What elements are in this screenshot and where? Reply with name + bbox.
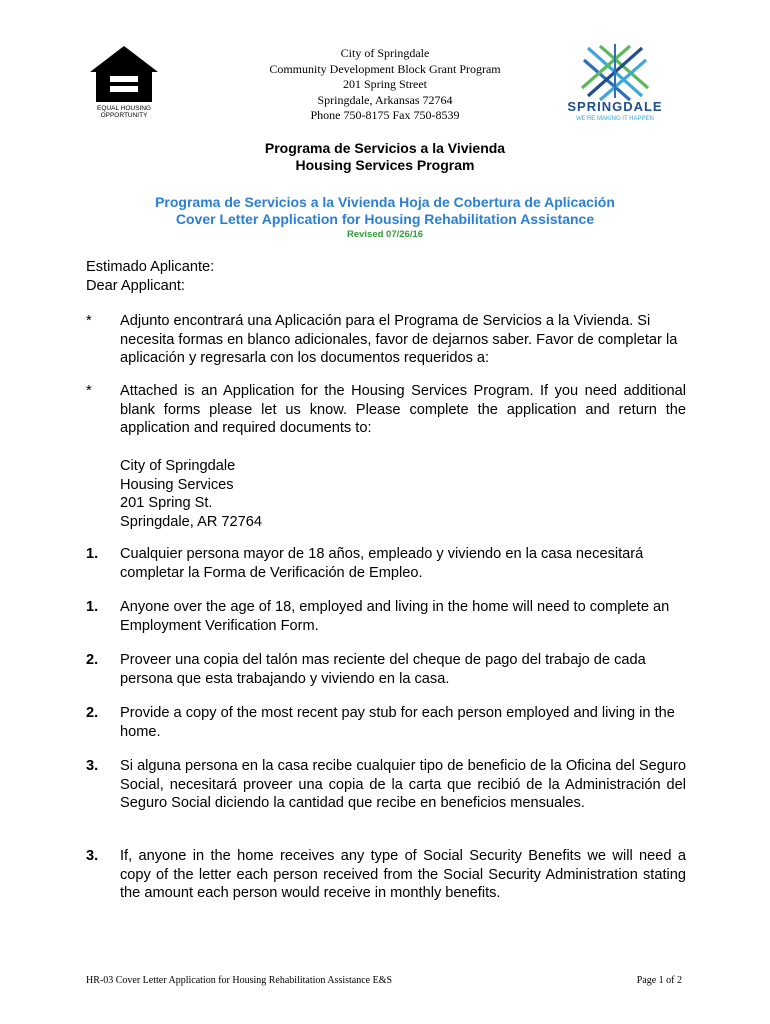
- bullet-marker: *: [86, 313, 92, 329]
- svg-text:WE'RE MAKING IT HAPPEN: WE'RE MAKING IT HAPPEN: [576, 116, 654, 122]
- numbered-item: [86, 757, 686, 813]
- salutation-es: Estimado Aplicante:: [86, 259, 215, 275]
- item-text: If, anyone in the home receives any type of Social Security Benefits we will need a copy of the letter each person received from the Social Security Administration stating the amount each person would receive in monthly benefits.: [120, 848, 686, 901]
- item-text: Cualquier persona mayor de 18 años, empleado y viviendo en la casa necesitará completar la Forma de Verificación de Empleo.: [120, 546, 644, 581]
- numbered-item: [86, 651, 686, 688]
- footer-page-number: Page 1 of 2: [636, 975, 682, 986]
- letterhead-street: 201 Spring Street: [343, 77, 427, 92]
- svg-text:EQUAL HOUSING: EQUAL HOUSING: [97, 105, 151, 112]
- address-line: 201 Spring St.: [120, 495, 213, 511]
- bullet-item: [86, 312, 686, 368]
- bullet-text: Adjunto encontrará una Aplicación para el Programa de Servicios a la Vivienda. Si necesita formas en blanco adicionales, favor de dejarnos saber. Favor de completar la aplicación y regresarla con los documentos requeridos a:: [120, 313, 678, 366]
- bullet-marker: *: [86, 383, 92, 399]
- cover-title-es: Programa de Servicios a la Vivienda Hoja de Cobertura de Aplicación: [155, 194, 615, 210]
- address-line: City of Springdale: [120, 458, 236, 474]
- numbered-item: [86, 847, 686, 903]
- item-text: Anyone over the age of 18, employed and living in the home will need to complete an Employment Verification Form.: [120, 599, 670, 634]
- item-number: 1.: [86, 599, 99, 615]
- item-number: 3.: [86, 758, 99, 774]
- address-line: Housing Services: [120, 476, 234, 493]
- item-text: Provide a copy of the most recent pay stub for each person employed and living in the home.: [120, 705, 675, 740]
- letterhead-city-state: Springdale, Arkansas 72764: [317, 92, 453, 107]
- letterhead-program: Community Development Block Grant Program: [269, 61, 501, 76]
- address-line: Springdale, AR 72764: [120, 513, 262, 530]
- letterhead-phone-fax: Phone 750-8175 Fax 750-8539: [310, 108, 460, 123]
- letterhead: [0, 46, 770, 124]
- item-number: 2.: [86, 652, 99, 668]
- item-number: 2.: [86, 705, 99, 721]
- item-text: Proveer una copia del talón mas reciente del cheque de pago del trabajo de cada persona que esta trabajando y viviendo en la casa.: [120, 652, 646, 687]
- numbered-item: [86, 598, 686, 635]
- item-number: 3.: [86, 848, 99, 864]
- numbered-item: [86, 704, 686, 741]
- cover-letter-title: [0, 194, 770, 228]
- program-title: [0, 140, 770, 174]
- revised-date: Revised 07/26/16: [346, 229, 424, 240]
- program-title-es: Programa de Servicios a la Vivienda: [264, 140, 506, 156]
- salutation-en: Dear Applicant:: [86, 277, 185, 294]
- svg-text:SPRINGDALE: SPRINGDALE: [567, 99, 663, 114]
- mailing-address: [120, 457, 262, 531]
- bullet-item: [86, 382, 686, 438]
- salutation: [86, 258, 214, 295]
- program-title-en: Housing Services Program: [295, 157, 475, 173]
- letterhead-city: City of Springdale: [340, 46, 430, 60]
- item-text: Si alguna persona en la casa recibe cualquier tipo de beneficio de la Oficina del Seguro Social, necesitará proveer una copia de la carta que recibió de la Administración del Seguro Social diciendo la cantidad que recibe en beneficios mensuales.: [120, 758, 686, 811]
- footer-document-id: HR-03 Cover Letter Application for Housing Rehabilitation Assistance E&S: [86, 975, 393, 986]
- bullet-text: Attached is an Application for the Housing Services Program. If you need additional blank forms please let us know. Please complete the application and return the application and required documents to:: [120, 383, 686, 436]
- item-number: 1.: [86, 546, 99, 562]
- numbered-item: [86, 545, 686, 582]
- svg-text:OPPORTUNITY: OPPORTUNITY: [100, 112, 148, 118]
- cover-title-en: Cover Letter Application for Housing Rehabilitation Assistance: [175, 211, 595, 227]
